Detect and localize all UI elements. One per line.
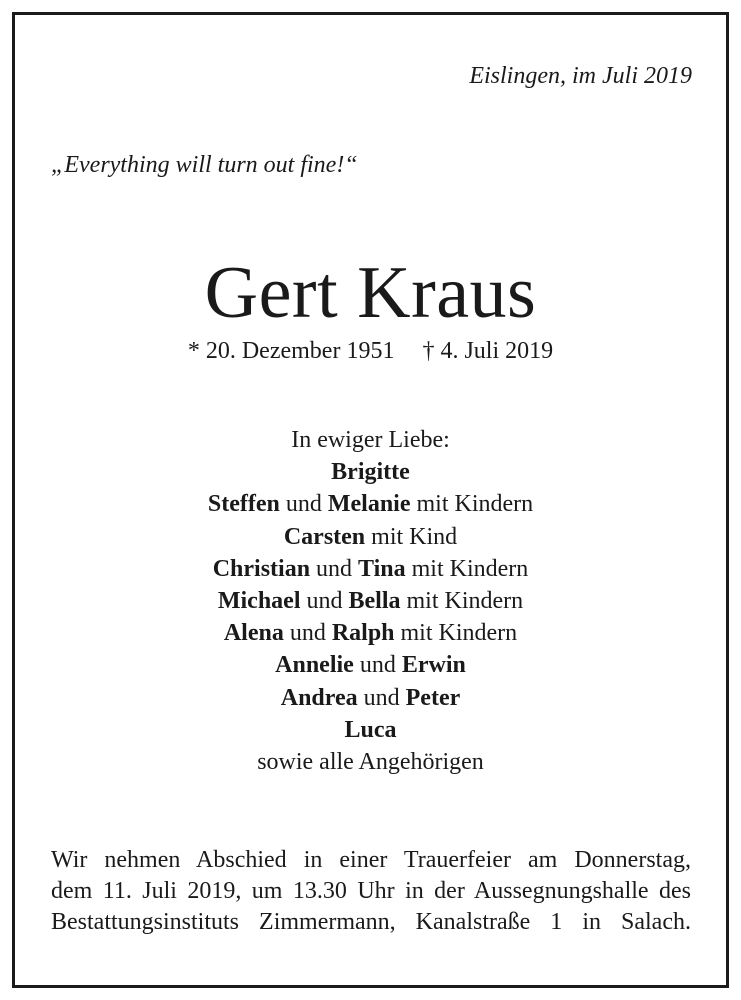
mourner-text: mit Kindern — [400, 588, 524, 615]
mourner-text: mit Kindern — [405, 555, 529, 582]
mourner-text: und — [279, 491, 328, 518]
mourner-name: Alena — [223, 620, 284, 647]
mourner-name: Erwin — [401, 652, 466, 679]
funeral-notice-line: Wir nehmen Abschied in einer Trauerfeier am Donnerstag, — [51, 847, 691, 873]
death-date: † 4. Juli 2019 — [422, 338, 554, 364]
mourner-name: Peter — [405, 684, 461, 711]
mourners-intro: In ewiger Liebe: — [291, 427, 450, 453]
mourner-text: und — [300, 588, 349, 615]
mourner-row — [0, 456, 741, 488]
mourner-name: Steffen — [207, 491, 280, 518]
mourner-text: mit Kindern — [394, 620, 518, 647]
mourner-row — [0, 714, 741, 746]
mourner-name: Luca — [344, 716, 397, 743]
mourner-text: und — [310, 555, 359, 582]
mourner-name: Michael — [217, 588, 301, 615]
mourner-row — [0, 682, 741, 714]
birth-date: * 20. Dezember 1951 — [187, 338, 395, 364]
mourner-rows — [0, 456, 741, 746]
mourners-closing: sowie alle Angehörigen — [257, 749, 484, 776]
mourner-row — [0, 488, 741, 520]
mourner-name: Annelie — [275, 652, 354, 679]
mourner-row — [0, 617, 741, 649]
mourner-name: Christian — [212, 555, 311, 582]
mourner-row — [0, 553, 741, 585]
mourner-name: Andrea — [280, 684, 358, 711]
place-date: Eislingen, im Juli 2019 — [469, 63, 692, 89]
mourner-row — [0, 521, 741, 553]
mourner-name: Melanie — [327, 491, 411, 518]
quote: „Everything will turn out fine!“ — [51, 152, 358, 178]
mourner-text: und — [283, 620, 332, 647]
life-dates — [0, 338, 741, 365]
mourner-row — [0, 585, 741, 617]
mourner-name: Carsten — [283, 523, 366, 550]
mourner-text: und — [353, 652, 402, 679]
mourner-name: Brigitte — [331, 459, 410, 486]
mourner-name: Tina — [358, 555, 406, 582]
mourner-text: und — [357, 684, 406, 711]
mourner-row — [0, 649, 741, 681]
funeral-notice-line: dem 11. Juli 2019, um 13.30 Uhr in der Aussegnungshalle des — [51, 878, 691, 904]
funeral-notice-line: Bestattungsinstituts Zimmermann, Kanalstraße 1 in Salach. — [51, 909, 691, 935]
mourner-name: Bella — [348, 588, 401, 615]
deceased-name: Gert Kraus — [204, 252, 537, 334]
mourner-text: mit Kindern — [410, 491, 534, 518]
mourner-text: mit Kind — [365, 523, 458, 550]
mourners-list — [0, 424, 741, 778]
mourner-name: Ralph — [331, 620, 395, 647]
funeral-notice — [51, 845, 691, 938]
